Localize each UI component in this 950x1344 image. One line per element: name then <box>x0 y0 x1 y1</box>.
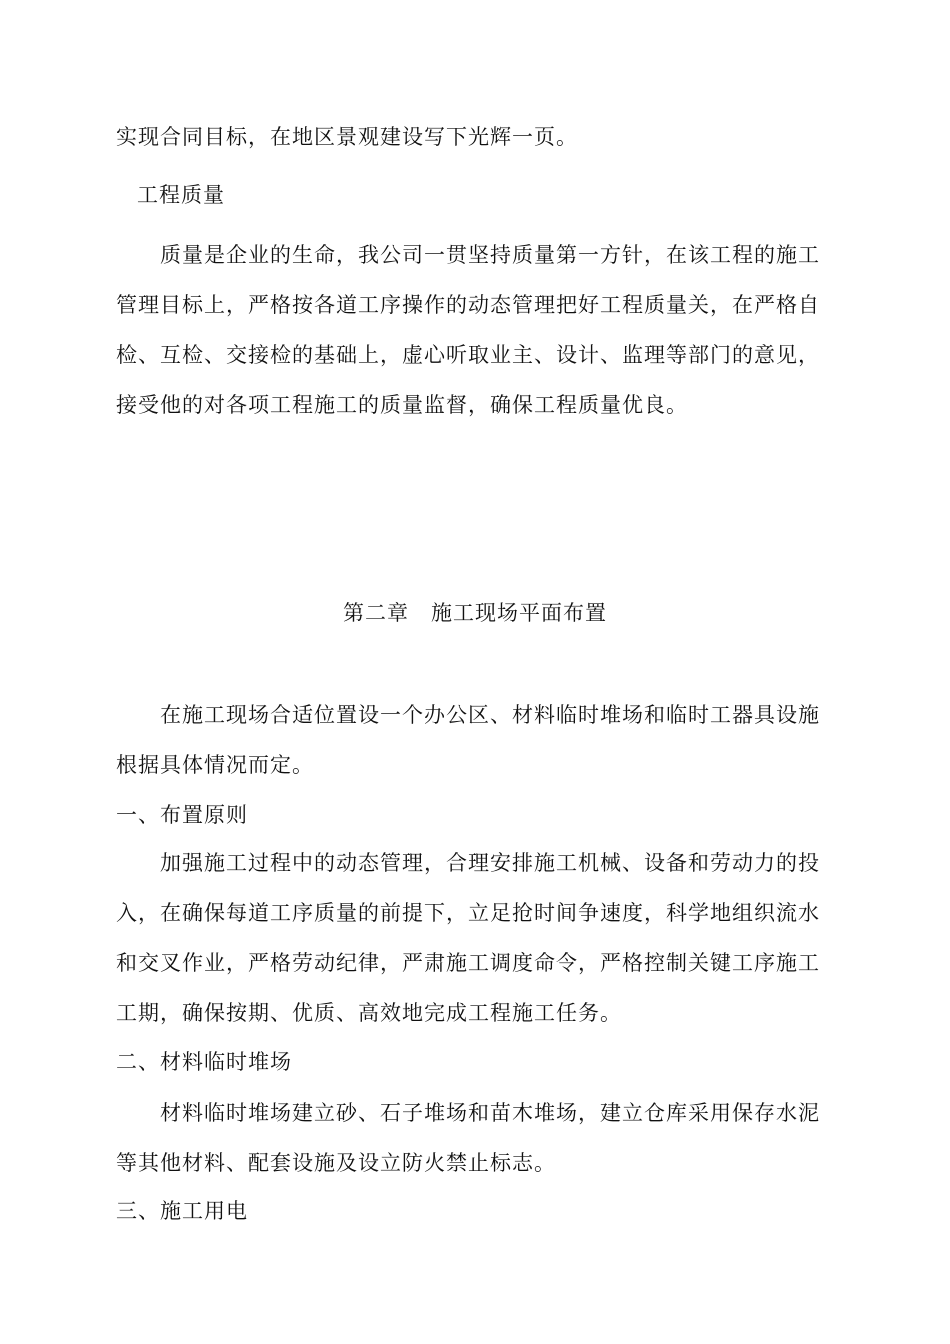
paragraph-line: 工期，确保按期、优质、高效地完成工程施工任务。 <box>116 1001 622 1025</box>
paragraph-line: 入，在确保每道工序质量的前提下，立足抢时间争速度，科学地组织流水 <box>116 901 820 925</box>
section-heading: 二、材料临时堆场 <box>116 1050 292 1074</box>
section-heading: 一、布置原则 <box>116 803 248 827</box>
paragraph-line: 和交叉作业，严格劳动纪律，严肃施工调度命令，严格控制关键工序施工 <box>116 951 820 975</box>
paragraph-line: 在施工现场合适位置设一个办公区、材料临时堆场和临时工器具设施 <box>160 703 820 727</box>
paragraph-line: 等其他材料、配套设施及设立防火禁止标志。 <box>116 1151 556 1175</box>
section-heading: 三、施工用电 <box>116 1199 248 1223</box>
paragraph-line: 材料临时堆场建立砂、石子堆场和苗木堆场，建立仓库采用保存水泥 <box>160 1101 820 1125</box>
section-heading: 工程质量 <box>137 183 225 207</box>
paragraph-line: 加强施工过程中的动态管理，合理安排施工机械、设备和劳动力的投 <box>160 851 820 875</box>
paragraph-line: 管理目标上，严格按各道工序操作的动态管理把好工程质量关，在严格自 <box>116 293 820 317</box>
paragraph-line: 实现合同目标，在地区景观建设写下光辉一页。 <box>116 125 578 149</box>
paragraph-line: 质量是企业的生命，我公司一贯坚持质量第一方针，在该工程的施工 <box>160 243 820 267</box>
chapter-title: 第二章 施工现场平面布置 <box>343 601 607 625</box>
paragraph-line: 检、互检、交接检的基础上，虚心听取业主、设计、监理等部门的意见， <box>116 343 820 367</box>
paragraph-line: 接受他的对各项工程施工的质量监督，确保工程质量优良。 <box>116 393 688 417</box>
paragraph-line: 根据具体情况而定。 <box>116 753 314 777</box>
